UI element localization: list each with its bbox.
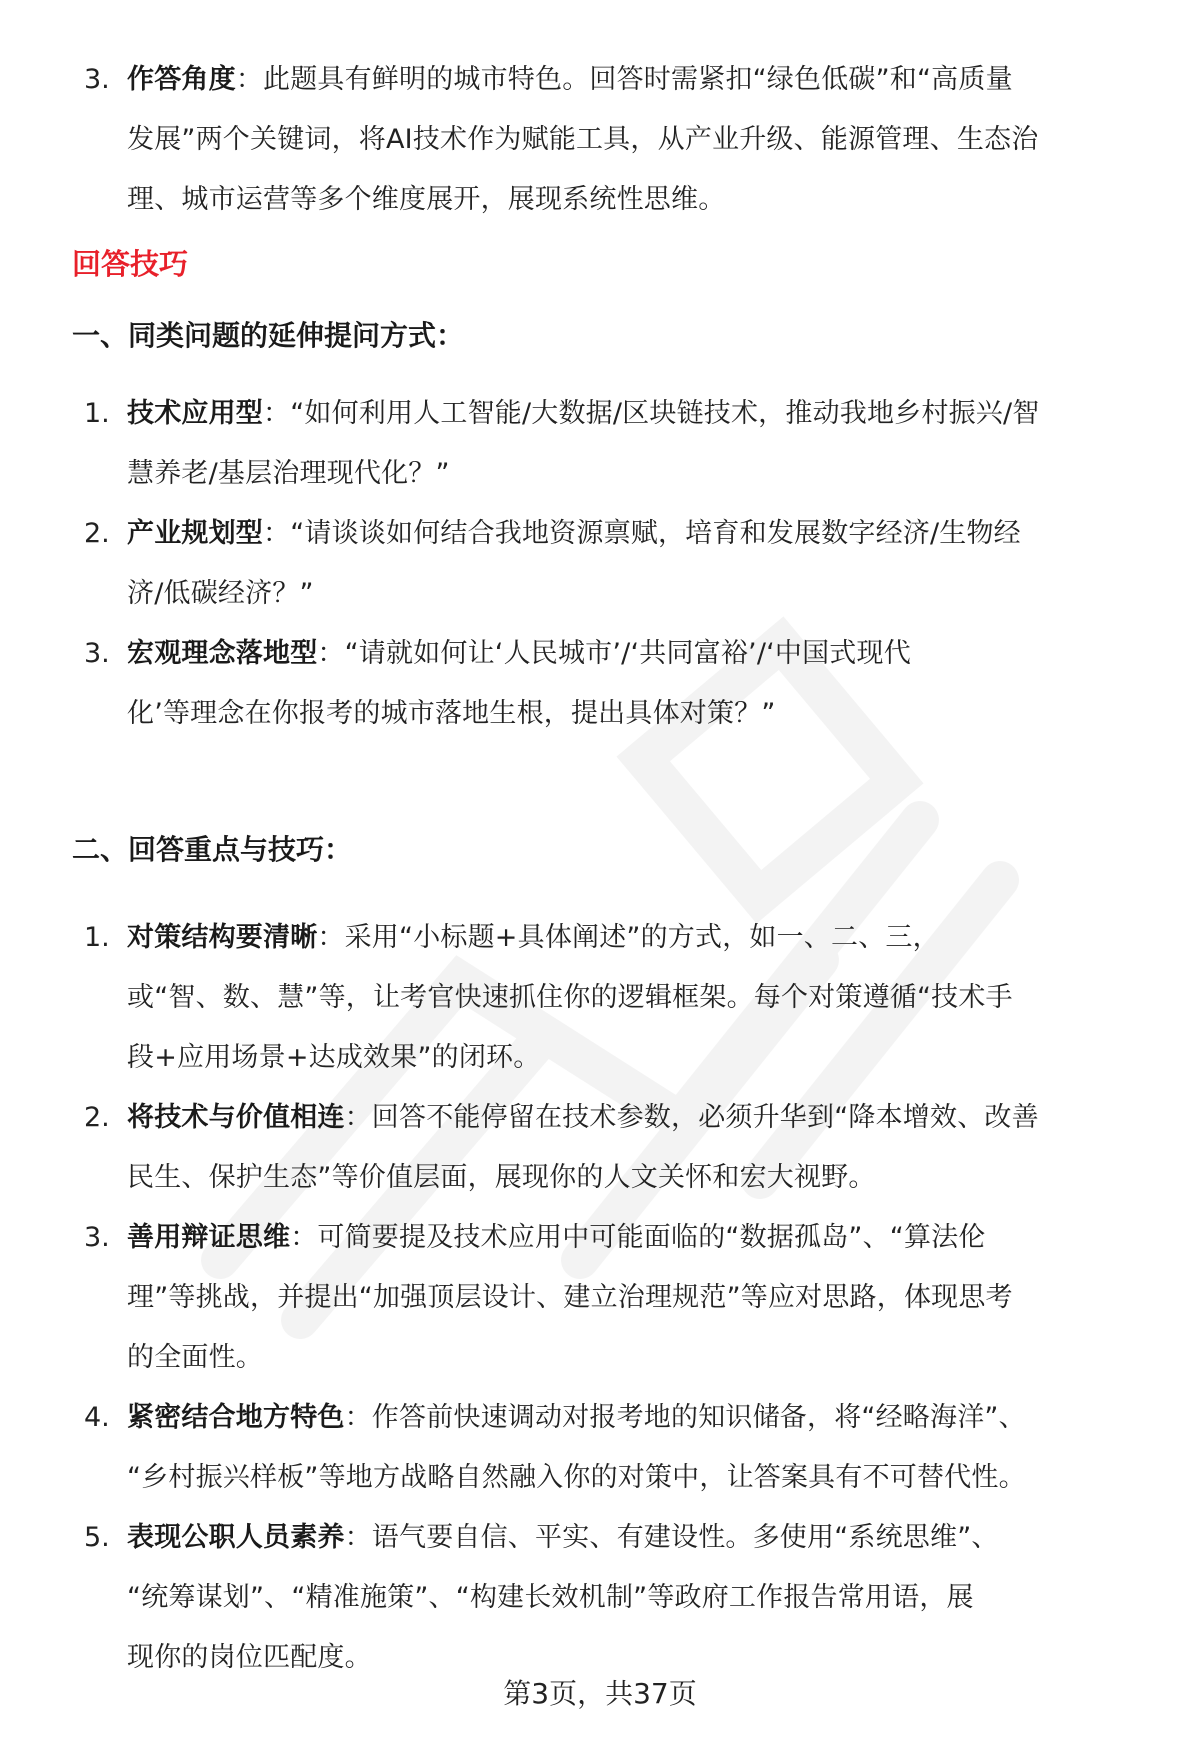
item-bold-label: 紧密结合地方特色 bbox=[127, 1402, 345, 1433]
item-line: 将技术与价值相连：回答不能停留在技术参数，必须升华到“降本增效、改善 bbox=[127, 1102, 1039, 1133]
item-line: 民生、保护生态”等价值层面，展现你的人文关怀和宏大视野。 bbox=[127, 1162, 876, 1193]
item-line: 理、城市运营等多个维度展开，展现系统性思维。 bbox=[127, 184, 726, 215]
section-title-red: 回答技巧 bbox=[72, 247, 189, 281]
section-heading-2: 二、回答重点与技巧： bbox=[72, 833, 353, 866]
item-line: 或“智、数、慧”等，让考官快速抓住你的逻辑框架。每个对策遵循“技术手 bbox=[127, 982, 1013, 1013]
item-bold-label: 将技术与价值相连 bbox=[127, 1102, 345, 1133]
item-line: 慧养老/基层治理现代化？” bbox=[127, 458, 450, 489]
item-line: “乡村振兴样板”等地方战略自然融入你的对策中，让答案具有不可替代性。 bbox=[127, 1462, 1026, 1493]
item-number: 3. bbox=[84, 64, 110, 95]
item-line: 理”等挑战，并提出“加强顶层设计、建立治理规范”等应对思路，体现思考 bbox=[127, 1282, 1013, 1313]
item-body bbox=[127, 50, 1152, 230]
item-body bbox=[127, 1508, 1152, 1688]
item-bold-label: 作答角度 bbox=[127, 64, 236, 95]
page-number: 第3页，共37页 bbox=[503, 1677, 697, 1710]
item-body bbox=[127, 1208, 1152, 1388]
item-number: 1. bbox=[84, 398, 110, 429]
item-bold-label: 表现公职人员素养 bbox=[127, 1522, 345, 1553]
item-line: 段+应用场景+达成效果”的闭环。 bbox=[127, 1042, 541, 1073]
item-number: 2. bbox=[84, 1102, 110, 1133]
item-line: “统筹谋划”、“精准施策”、“构建长效机制”等政府工作报告常用语，展 bbox=[127, 1582, 974, 1613]
item-number: 1. bbox=[84, 922, 110, 953]
item-line: 的全面性。 bbox=[127, 1342, 263, 1373]
item-line: 宏观理念落地型：“请就如何让‘人民城市’/‘共同富裕’/‘中国式现代 bbox=[127, 638, 911, 669]
item-line: 发展”两个关键词，将AI技术作为赋能工具，从产业升级、能源管理、生态治 bbox=[127, 124, 1039, 155]
item-line: 善用辩证思维：可简要提及技术应用中可能面临的“数据孤岛”、“算法伦 bbox=[127, 1222, 986, 1253]
item-line: 化’等理念在你报考的城市落地生根，提出具体对策？” bbox=[127, 698, 776, 729]
item-bold-label: 善用辩证思维 bbox=[127, 1222, 291, 1253]
item-bold-label: 技术应用型 bbox=[127, 398, 263, 429]
item-body bbox=[127, 624, 1152, 744]
item-line: 现你的岗位匹配度。 bbox=[127, 1642, 372, 1673]
item-number: 5. bbox=[84, 1522, 110, 1553]
item-number: 3. bbox=[84, 1222, 110, 1253]
item-number: 4. bbox=[84, 1402, 110, 1433]
item-body bbox=[127, 504, 1152, 624]
item-body bbox=[127, 908, 1152, 1088]
item-line: 作答角度：此题具有鲜明的城市特色。回答时需紧扣“绿色低碳”和“高质量 bbox=[127, 64, 1013, 95]
item-body bbox=[127, 384, 1152, 504]
item-bold-label: 宏观理念落地型 bbox=[127, 638, 318, 669]
item-body bbox=[127, 1388, 1152, 1508]
item-body bbox=[127, 1088, 1152, 1208]
item-line: 产业规划型：“请谈谈如何结合我地资源禀赋，培育和发展数字经济/生物经 bbox=[127, 518, 1021, 549]
item-line: 技术应用型：“如何利用人工智能/大数据/区块链技术，推动我地乡村振兴/智 bbox=[127, 398, 1040, 429]
item-bold-label: 对策结构要清晰 bbox=[127, 922, 318, 953]
item-line: 表现公职人员素养：语气要自信、平实、有建设性。多使用“系统思维”、 bbox=[127, 1522, 999, 1553]
section-heading-1: 一、同类问题的延伸提问方式： bbox=[72, 319, 465, 352]
item-line: 对策结构要清晰：采用“小标题+具体阐述”的方式，如一、二、三， bbox=[127, 922, 940, 953]
item-line: 济/低碳经济？” bbox=[127, 578, 314, 609]
item-bold-label: 产业规划型 bbox=[127, 518, 263, 549]
item-number: 2. bbox=[84, 518, 110, 549]
item-line: 紧密结合地方特色：作答前快速调动对报考地的知识储备，将“经略海洋”、 bbox=[127, 1402, 1026, 1433]
item-number: 3. bbox=[84, 638, 110, 669]
